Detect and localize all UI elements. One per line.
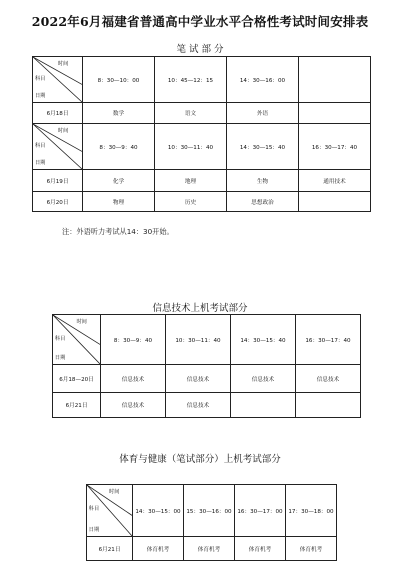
table-row	[33, 170, 371, 192]
corner-header	[53, 315, 101, 365]
written-schedule-table	[32, 56, 371, 212]
time-slot: 15：30—16：00	[184, 485, 235, 537]
time-slot: 14：30—15：40	[231, 315, 296, 365]
time-slot: 10：45—12：15	[155, 57, 227, 103]
subject-cell: 地理	[155, 170, 227, 192]
time-slot: 8：30—9：40	[83, 124, 155, 170]
subject-cell: 信息技术	[231, 365, 296, 393]
subject-cell: 信息技术	[166, 393, 231, 418]
time-header-row	[87, 485, 337, 537]
corner-subject-label: 科目	[88, 506, 100, 513]
time-slot: 14：30—16：00	[227, 57, 299, 103]
time-slot	[299, 57, 371, 103]
corner-header	[87, 485, 133, 537]
corner-time-label: 时间	[76, 318, 87, 325]
corner-subject-label: 科目	[54, 335, 66, 342]
time-slot: 16：30—17：40	[296, 315, 361, 365]
date-cell: 6月18—20日	[53, 365, 101, 393]
corner-time-label: 时间	[57, 60, 69, 67]
subject-cell: 语文	[155, 103, 227, 124]
time-slot: 8：30—9：40	[101, 315, 166, 365]
time-header-row	[33, 57, 371, 103]
corner-subject-label: 科目	[34, 143, 46, 149]
subject-cell: 外语	[227, 103, 299, 124]
subject-cell: 生物	[227, 170, 299, 192]
time-slot: 16：30—17：00	[235, 485, 286, 537]
date-cell: 6月18日	[33, 103, 83, 124]
corner-date-label: 日期	[88, 526, 100, 533]
table-row	[53, 365, 361, 393]
subject-cell: 信息技术	[166, 365, 231, 393]
subject-cell: 思想政治	[227, 192, 299, 212]
date-cell: 6月21日	[53, 393, 101, 418]
subject-cell: 信息技术	[101, 365, 166, 393]
time-header-row	[53, 315, 361, 365]
time-slot: 10：30—11：40	[166, 315, 231, 365]
corner-date-label: 日期	[34, 93, 46, 100]
table-row	[87, 537, 337, 561]
pe-schedule-table	[86, 484, 337, 561]
subject-cell	[231, 393, 296, 418]
subject-cell: 体育机考	[133, 537, 184, 561]
document-title: 2022年6月福建省普通高中学业水平合格性考试时间安排表	[31, 14, 369, 29]
subject-cell: 信息技术	[101, 393, 166, 418]
time-slot: 16：30—17：40	[299, 124, 371, 170]
subject-cell: 体育机考	[286, 537, 337, 561]
it-schedule-table	[52, 314, 361, 418]
corner-time-label: 时间	[57, 127, 69, 134]
pe-section-title: 体育与健康（笔试部分）上机考试部分	[119, 454, 281, 465]
subject-cell: 历史	[155, 192, 227, 212]
time-slot: 10：30—11：40	[155, 124, 227, 170]
written-section-title: 笔 试 部 分	[176, 44, 224, 55]
subject-cell: 数学	[83, 103, 155, 124]
time-slot: 17：30—18：00	[286, 485, 337, 537]
time-header-row	[33, 124, 371, 170]
table-row	[53, 393, 361, 418]
corner-subject-label: 科目	[34, 76, 46, 82]
corner-time-label: 时间	[109, 489, 120, 496]
subject-cell: 物理	[83, 192, 155, 212]
date-cell: 6月20日	[33, 192, 83, 212]
subject-cell	[296, 393, 361, 418]
subject-cell: 体育机考	[184, 537, 235, 561]
corner-header	[33, 124, 83, 170]
time-slot: 14：30—15：40	[227, 124, 299, 170]
date-cell: 6月19日	[33, 170, 83, 192]
table-row	[33, 103, 371, 124]
table-row	[33, 192, 371, 212]
subject-cell: 体育机考	[235, 537, 286, 561]
time-slot: 14：30—15：00	[133, 485, 184, 537]
corner-header	[33, 57, 83, 103]
corner-date-label: 日期	[34, 160, 46, 167]
subject-cell	[299, 103, 371, 124]
it-section-title: 信息技术上机考试部分	[152, 303, 248, 314]
subject-cell: 通用技术	[299, 170, 371, 192]
subject-cell: 信息技术	[296, 365, 361, 393]
subject-cell: 化学	[83, 170, 155, 192]
time-slot: 8：30—10：00	[83, 57, 155, 103]
date-cell: 6月21日	[87, 537, 133, 561]
corner-date-label: 日期	[54, 355, 66, 362]
subject-cell	[299, 192, 371, 212]
listening-note: 注：外语听力考试从14：30开始。	[62, 227, 174, 236]
